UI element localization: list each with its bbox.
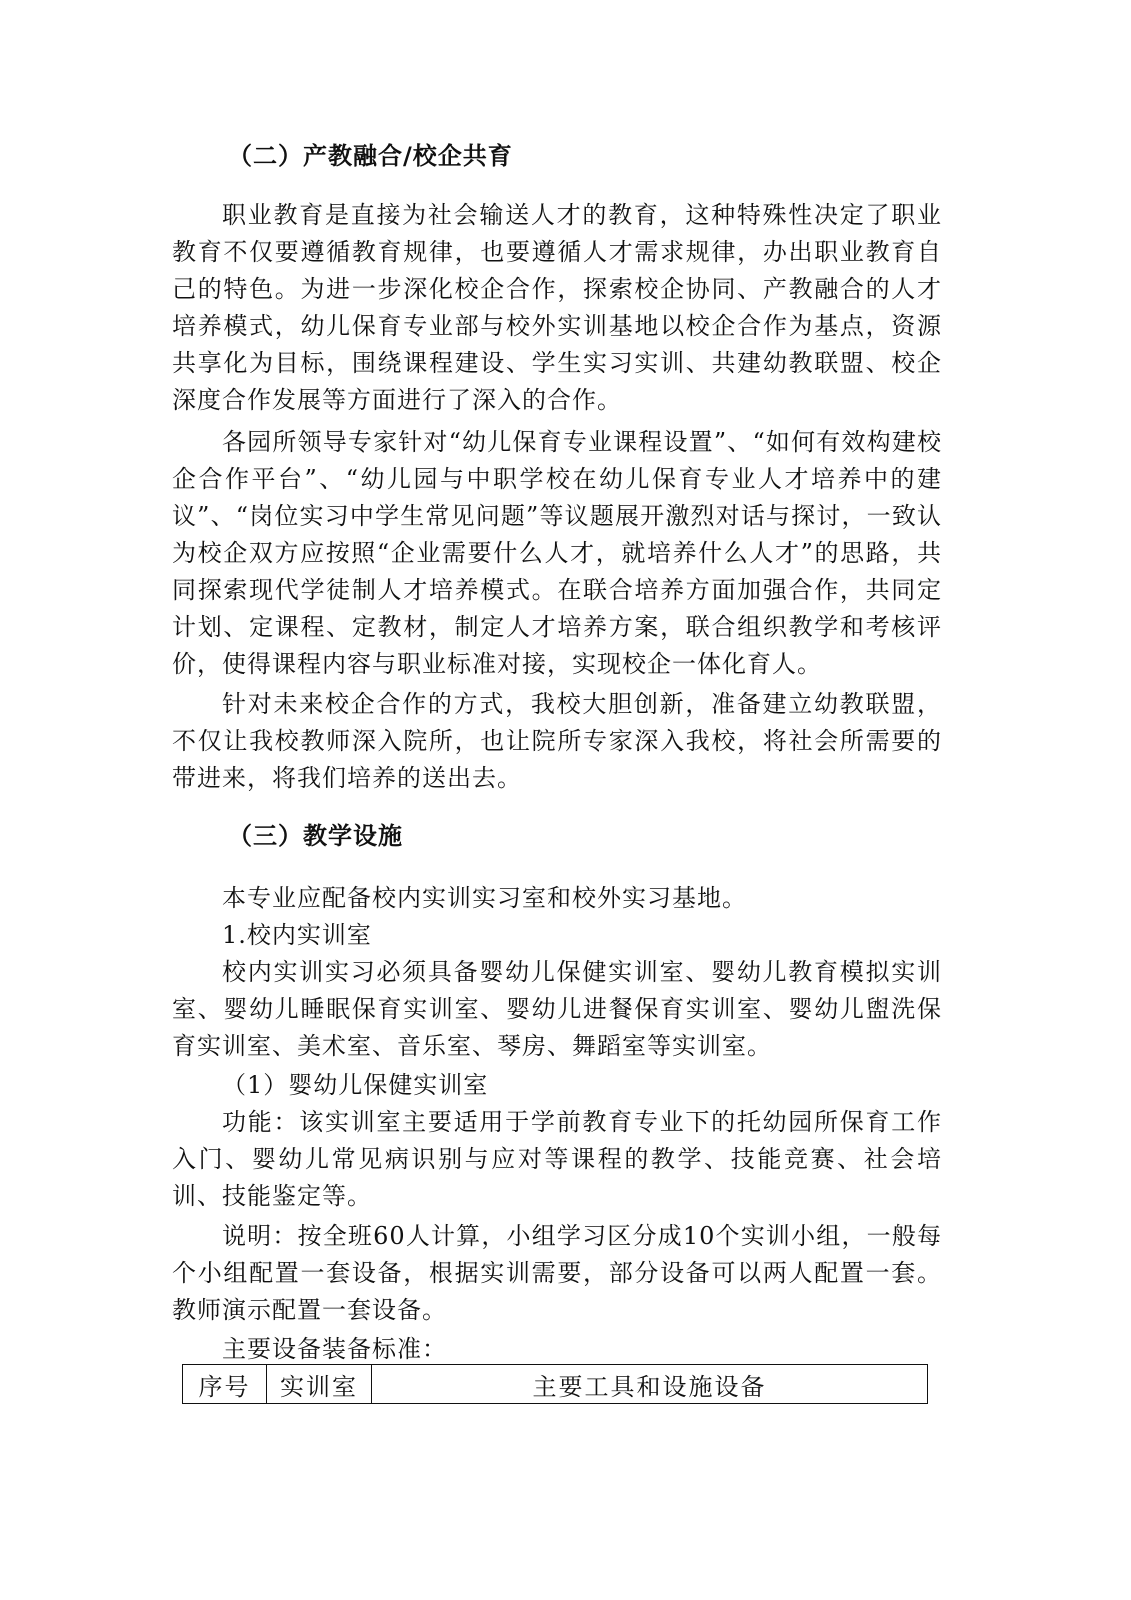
header-cell-training-room: 实训室 (267, 1365, 372, 1404)
table-caption: 主要设备装备标准： (222, 1335, 447, 1363)
paragraph-room-note: 说明：按全班60人计算，小组学习区分成10个实训小组，一般每个小组配置一套设备，根据实训需要，部分设备可以两人配置一套。教师演示配置一套设备。 (172, 1222, 942, 1324)
subheading-health-care-room: （1）婴幼儿保健实训室 (222, 1071, 489, 1099)
facilities-intro: 本专业应配备校内实训实习室和校外实习基地。 (222, 884, 747, 912)
table-header-row (183, 1365, 928, 1404)
section-heading-teaching-facilities: （三）教学设施 (228, 822, 403, 850)
paragraph-room-function: 功能：该实训室主要适用于学前教育专业下的托幼园所保育工作入门、婴幼儿常见病识别与应对等课程的教学、技能竞赛、社会培训、技能鉴定等。 (172, 1108, 942, 1210)
paragraph-future-cooperation: 针对未来校企合作的方式，我校大胆创新，准备建立幼教联盟，不仅让我校教师深入院所，也让院所专家深入我校，将社会所需要的带进来，将我们培养的送出去。 (172, 690, 942, 792)
header-cell-main-equipment: 主要工具和设施设备 (372, 1365, 928, 1404)
equipment-standard-table (182, 1364, 928, 1404)
paragraph-expert-discussion: 各园所领导专家针对“幼儿保育专业课程设置”、“如何有效构建校企合作平台”、“幼儿园与中职学校在幼儿保育专业人才培养中的建议”、“岗位实习中学生常见问题”等议题展开激烈对话与探讨，一致认为校企双方应按照“企业需要什么人才，就培养什么人才”的思路，共同探索现代学徒制人才培养模式。在联合培养方面加强合作，共同定计划、定课程、定教材，制定人才培养方案，联合组织教学和考核评价，使得课程内容与职业标准对接，实现校企一体化育人。 (172, 428, 942, 678)
paragraph-vocational-education: 职业教育是直接为社会输送人才的教育，这种特殊性决定了职业教育不仅要遵循教育规律，也要遵循人才需求规律，办出职业教育自己的特色。为进一步深化校企合作，探索校企协同、产教融合的人才培养模式，幼儿保育专业部与校外实训基地以校企合作为基点，资源共享化为目标，围绕课程建设、学生实习实训、共建幼教联盟、校企深度合作发展等方面进行了深入的合作。 (172, 201, 942, 414)
header-cell-serial-number: 序号 (183, 1365, 267, 1404)
paragraph-training-rooms-list: 校内实训实习必须具备婴幼儿保健实训室、婴幼儿教育模拟实训室、婴幼儿睡眠保育实训室、婴幼儿进餐保育实训室、婴幼儿盥洗保育实训室、美术室、音乐室、琴房、舞蹈室等实训室。 (172, 958, 942, 1060)
section-heading-industry-education: （二）产教融合/校企共育 (228, 142, 513, 170)
subheading-campus-training-rooms: 1.校内实训室 (222, 921, 372, 949)
